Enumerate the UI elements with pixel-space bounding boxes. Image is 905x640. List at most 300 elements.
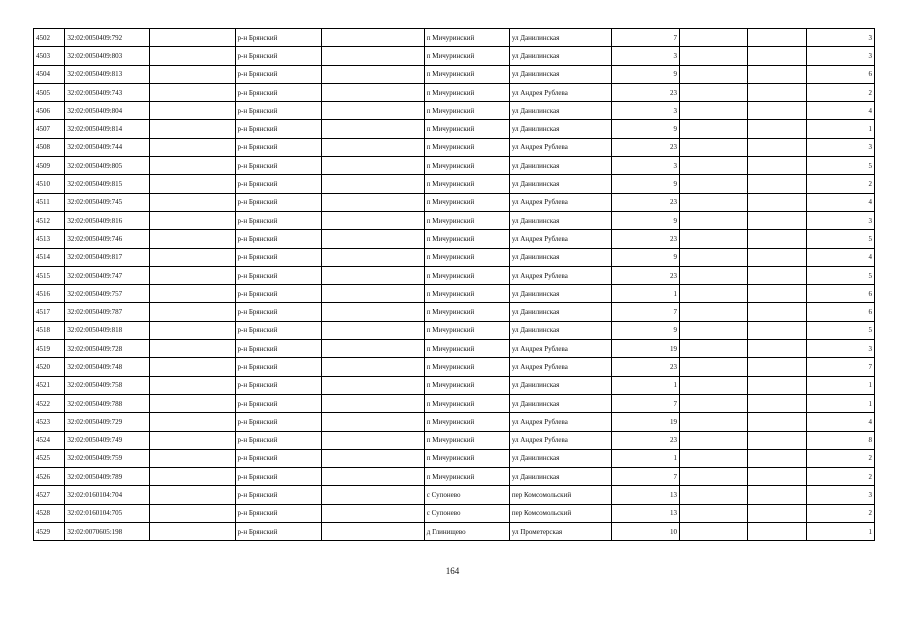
cell-empty [321, 358, 424, 376]
cell-cadastral-number: 32:02:0070605:198 [65, 523, 150, 541]
cell-cadastral-number: 32:02:0050409:744 [65, 138, 150, 156]
cell-street: ул Данилинская [509, 157, 611, 175]
cell-cadastral-number: 32:02:0050409:745 [65, 193, 150, 211]
cell-street: ул Данилинская [509, 120, 611, 138]
cell-cadastral-number: 32:02:0050409:747 [65, 266, 150, 284]
cell-row-number: 4508 [34, 138, 65, 156]
cell-apartment-number: 5 [806, 157, 874, 175]
cell-settlement: п Мичуринский [424, 211, 509, 229]
cell-empty [150, 303, 235, 321]
cell-street: ул Данилинская [509, 468, 611, 486]
cell-street: ул Данилинская [509, 449, 611, 467]
cell-empty [321, 47, 424, 65]
cell-house-number: 9 [611, 120, 679, 138]
cell-settlement: п Мичуринский [424, 266, 509, 284]
cell-empty [748, 47, 806, 65]
cell-row-number: 4507 [34, 120, 65, 138]
cell-empty [321, 102, 424, 120]
cell-empty [680, 376, 748, 394]
cell-settlement: п Мичуринский [424, 413, 509, 431]
cell-house-number: 7 [611, 468, 679, 486]
cell-empty [321, 504, 424, 522]
cell-cadastral-number: 32:02:0050409:788 [65, 394, 150, 412]
cell-district: р-н Брянский [235, 175, 321, 193]
cell-empty [321, 394, 424, 412]
cell-cadastral-number: 32:02:0050409:792 [65, 29, 150, 47]
cell-cadastral-number: 32:02:0050409:789 [65, 468, 150, 486]
cell-cadastral-number: 32:02:0050409:746 [65, 230, 150, 248]
cell-empty [321, 138, 424, 156]
cell-empty [680, 394, 748, 412]
table-row [34, 65, 875, 83]
cell-settlement: п Мичуринский [424, 193, 509, 211]
cell-empty [150, 248, 235, 266]
cell-row-number: 4525 [34, 449, 65, 467]
cell-settlement: п Мичуринский [424, 321, 509, 339]
cell-empty [748, 468, 806, 486]
cell-apartment-number: 2 [806, 504, 874, 522]
page-number: 164 [445, 566, 460, 576]
table-row [34, 394, 875, 412]
cell-settlement: п Мичуринский [424, 394, 509, 412]
cell-empty [748, 486, 806, 504]
cell-district: р-н Брянский [235, 193, 321, 211]
cell-house-number: 19 [611, 340, 679, 358]
cell-district: р-н Брянский [235, 340, 321, 358]
cell-street: ул Данилинская [509, 285, 611, 303]
cell-apartment-number: 3 [806, 47, 874, 65]
cell-settlement: п Мичуринский [424, 157, 509, 175]
cell-empty [150, 102, 235, 120]
cell-empty [150, 138, 235, 156]
cell-district: р-н Брянский [235, 449, 321, 467]
cell-settlement: п Мичуринский [424, 175, 509, 193]
cell-empty [150, 449, 235, 467]
cell-empty [748, 65, 806, 83]
cell-empty [150, 504, 235, 522]
cell-empty [680, 285, 748, 303]
cell-apartment-number: 1 [806, 394, 874, 412]
table-row [34, 486, 875, 504]
cell-street: ул Данилинская [509, 394, 611, 412]
cell-street: ул Андрея Рублева [509, 83, 611, 101]
cell-cadastral-number: 32:02:0050409:749 [65, 431, 150, 449]
cell-empty [321, 266, 424, 284]
cell-apartment-number: 3 [806, 29, 874, 47]
cell-empty [680, 321, 748, 339]
cell-house-number: 7 [611, 303, 679, 321]
cell-apartment-number: 3 [806, 340, 874, 358]
cell-house-number: 7 [611, 29, 679, 47]
cell-empty [680, 340, 748, 358]
cell-row-number: 4505 [34, 83, 65, 101]
cell-apartment-number: 2 [806, 468, 874, 486]
cell-cadastral-number: 32:02:0160104:704 [65, 486, 150, 504]
cell-district: р-н Брянский [235, 83, 321, 101]
cell-row-number: 4521 [34, 376, 65, 394]
cell-street: ул Андрея Рублева [509, 266, 611, 284]
cell-row-number: 4511 [34, 193, 65, 211]
cell-empty [321, 431, 424, 449]
cell-street: пер Комсомольский [509, 486, 611, 504]
cell-settlement: п Мичуринский [424, 376, 509, 394]
cell-empty [321, 523, 424, 541]
cell-empty [150, 321, 235, 339]
cell-empty [321, 83, 424, 101]
cell-district: р-н Брянский [235, 523, 321, 541]
cell-row-number: 4527 [34, 486, 65, 504]
table-row [34, 449, 875, 467]
cell-empty [150, 376, 235, 394]
cell-house-number: 1 [611, 376, 679, 394]
cell-house-number: 7 [611, 394, 679, 412]
cell-apartment-number: 5 [806, 266, 874, 284]
cell-empty [680, 468, 748, 486]
cell-empty [748, 138, 806, 156]
cell-district: р-н Брянский [235, 504, 321, 522]
cell-row-number: 4502 [34, 29, 65, 47]
cell-house-number: 10 [611, 523, 679, 541]
cell-street: ул Данилинская [509, 102, 611, 120]
cell-empty [748, 193, 806, 211]
cell-empty [150, 358, 235, 376]
cell-settlement: п Мичуринский [424, 340, 509, 358]
cell-empty [680, 65, 748, 83]
table-row [34, 83, 875, 101]
table-row [34, 358, 875, 376]
cell-settlement: п Мичуринский [424, 358, 509, 376]
cell-cadastral-number: 32:02:0050409:743 [65, 83, 150, 101]
cell-district: р-н Брянский [235, 431, 321, 449]
cell-empty [150, 175, 235, 193]
cell-empty [748, 285, 806, 303]
cell-house-number: 23 [611, 266, 679, 284]
table-row [34, 230, 875, 248]
cell-empty [680, 47, 748, 65]
cell-empty [150, 413, 235, 431]
cell-empty [680, 29, 748, 47]
cell-empty [150, 29, 235, 47]
cell-house-number: 19 [611, 413, 679, 431]
cell-district: р-н Брянский [235, 248, 321, 266]
cell-empty [321, 321, 424, 339]
cell-empty [321, 193, 424, 211]
cell-apartment-number: 5 [806, 230, 874, 248]
table-row [34, 376, 875, 394]
cell-empty [321, 157, 424, 175]
cell-empty [680, 413, 748, 431]
cell-district: р-н Брянский [235, 47, 321, 65]
cell-district: р-н Брянский [235, 413, 321, 431]
cell-cadastral-number: 32:02:0160104:705 [65, 504, 150, 522]
cell-row-number: 4523 [34, 413, 65, 431]
table-row [34, 157, 875, 175]
cell-row-number: 4513 [34, 230, 65, 248]
cell-empty [150, 157, 235, 175]
cell-street: ул Прометерская [509, 523, 611, 541]
cell-cadastral-number: 32:02:0050409:815 [65, 175, 150, 193]
cell-row-number: 4522 [34, 394, 65, 412]
cell-settlement: п Мичуринский [424, 138, 509, 156]
cell-row-number: 4506 [34, 102, 65, 120]
cell-settlement: с Супонево [424, 504, 509, 522]
register-table [33, 28, 875, 541]
cell-house-number: 13 [611, 504, 679, 522]
cell-empty [680, 230, 748, 248]
cell-apartment-number: 1 [806, 523, 874, 541]
cell-settlement: п Мичуринский [424, 230, 509, 248]
cell-empty [748, 413, 806, 431]
cell-row-number: 4512 [34, 211, 65, 229]
cell-district: р-н Брянский [235, 394, 321, 412]
table-row [34, 266, 875, 284]
cell-cadastral-number: 32:02:0050409:759 [65, 449, 150, 467]
cell-empty [150, 340, 235, 358]
cell-house-number: 3 [611, 47, 679, 65]
cell-empty [748, 83, 806, 101]
table-row [34, 340, 875, 358]
cell-cadastral-number: 32:02:0050409:748 [65, 358, 150, 376]
cell-settlement: п Мичуринский [424, 65, 509, 83]
cell-settlement: п Мичуринский [424, 248, 509, 266]
cell-house-number: 23 [611, 230, 679, 248]
table-row [34, 321, 875, 339]
cell-settlement: п Мичуринский [424, 29, 509, 47]
cell-street: ул Андрея Рублева [509, 193, 611, 211]
cell-empty [680, 211, 748, 229]
cell-cadastral-number: 32:02:0050409:728 [65, 340, 150, 358]
cell-house-number: 9 [611, 65, 679, 83]
cell-cadastral-number: 32:02:0050409:813 [65, 65, 150, 83]
cell-district: р-н Брянский [235, 486, 321, 504]
cell-empty [680, 138, 748, 156]
cell-street: ул Андрея Рублева [509, 230, 611, 248]
table-row [34, 303, 875, 321]
table-row [34, 193, 875, 211]
cell-empty [748, 102, 806, 120]
cell-settlement: п Мичуринский [424, 431, 509, 449]
cell-house-number: 3 [611, 102, 679, 120]
cell-cadastral-number: 32:02:0050409:757 [65, 285, 150, 303]
cell-empty [150, 83, 235, 101]
cell-row-number: 4514 [34, 248, 65, 266]
cell-empty [748, 120, 806, 138]
cell-row-number: 4503 [34, 47, 65, 65]
cell-empty [748, 157, 806, 175]
cell-cadastral-number: 32:02:0050409:729 [65, 413, 150, 431]
cell-apartment-number: 2 [806, 175, 874, 193]
cell-empty [748, 248, 806, 266]
table-row [34, 138, 875, 156]
cell-district: р-н Брянский [235, 29, 321, 47]
cell-apartment-number: 7 [806, 358, 874, 376]
cell-cadastral-number: 32:02:0050409:817 [65, 248, 150, 266]
cell-row-number: 4519 [34, 340, 65, 358]
cell-apartment-number: 3 [806, 211, 874, 229]
cell-row-number: 4504 [34, 65, 65, 83]
cell-empty [150, 230, 235, 248]
cell-settlement: п Мичуринский [424, 120, 509, 138]
cell-settlement: п Мичуринский [424, 468, 509, 486]
cell-cadastral-number: 32:02:0050409:805 [65, 157, 150, 175]
cell-row-number: 4510 [34, 175, 65, 193]
table-row [34, 102, 875, 120]
cell-empty [680, 358, 748, 376]
cell-street: ул Данилинская [509, 175, 611, 193]
table-row [34, 468, 875, 486]
cell-empty [748, 340, 806, 358]
cell-empty [748, 211, 806, 229]
cell-empty [150, 394, 235, 412]
cell-street: ул Данилинская [509, 248, 611, 266]
cell-row-number: 4526 [34, 468, 65, 486]
cell-settlement: п Мичуринский [424, 83, 509, 101]
cell-empty [680, 523, 748, 541]
table-row [34, 504, 875, 522]
table-row [34, 29, 875, 47]
cell-empty [680, 431, 748, 449]
cell-cadastral-number: 32:02:0050409:816 [65, 211, 150, 229]
cell-district: р-н Брянский [235, 266, 321, 284]
cell-house-number: 3 [611, 157, 679, 175]
cell-empty [748, 230, 806, 248]
cell-empty [748, 358, 806, 376]
cell-cadastral-number: 32:02:0050409:814 [65, 120, 150, 138]
cell-district: р-н Брянский [235, 468, 321, 486]
cell-district: р-н Брянский [235, 102, 321, 120]
cell-empty [321, 340, 424, 358]
cell-district: р-н Брянский [235, 120, 321, 138]
cell-street: ул Андрея Рублева [509, 413, 611, 431]
cell-empty [321, 211, 424, 229]
cell-street: ул Данилинская [509, 211, 611, 229]
table-row [34, 523, 875, 541]
cell-district: р-н Брянский [235, 138, 321, 156]
cell-empty [150, 486, 235, 504]
cell-empty [680, 504, 748, 522]
cell-street: ул Данилинская [509, 65, 611, 83]
cell-apartment-number: 5 [806, 321, 874, 339]
cell-apartment-number: 3 [806, 138, 874, 156]
cell-district: р-н Брянский [235, 303, 321, 321]
cell-empty [680, 83, 748, 101]
cell-row-number: 4509 [34, 157, 65, 175]
cell-empty [748, 431, 806, 449]
cell-house-number: 9 [611, 248, 679, 266]
cell-empty [748, 266, 806, 284]
cell-cadastral-number: 32:02:0050409:758 [65, 376, 150, 394]
cell-apartment-number: 1 [806, 120, 874, 138]
cell-empty [321, 175, 424, 193]
cell-street: ул Данилинская [509, 47, 611, 65]
cell-street: пер Комсомольский [509, 504, 611, 522]
register-table-body [34, 29, 875, 541]
table-row [34, 120, 875, 138]
cell-row-number: 4520 [34, 358, 65, 376]
cell-district: р-н Брянский [235, 65, 321, 83]
cell-empty [321, 65, 424, 83]
cell-house-number: 13 [611, 486, 679, 504]
cell-empty [321, 376, 424, 394]
table-row [34, 47, 875, 65]
cell-house-number: 23 [611, 83, 679, 101]
cell-street: ул Данилинская [509, 321, 611, 339]
cell-empty [321, 248, 424, 266]
cell-empty [150, 193, 235, 211]
cell-empty [150, 266, 235, 284]
cell-apartment-number: 1 [806, 376, 874, 394]
cell-district: р-н Брянский [235, 285, 321, 303]
cell-row-number: 4515 [34, 266, 65, 284]
cell-empty [748, 449, 806, 467]
cell-street: ул Данилинская [509, 303, 611, 321]
cell-empty [748, 376, 806, 394]
cell-house-number: 9 [611, 321, 679, 339]
cell-apartment-number: 2 [806, 83, 874, 101]
cell-empty [680, 102, 748, 120]
cell-apartment-number: 6 [806, 285, 874, 303]
cell-district: р-н Брянский [235, 230, 321, 248]
cell-empty [748, 175, 806, 193]
cell-house-number: 1 [611, 285, 679, 303]
cell-empty [680, 193, 748, 211]
cell-street: ул Андрея Рублева [509, 340, 611, 358]
table-row [34, 211, 875, 229]
cell-settlement: с Супонево [424, 486, 509, 504]
cell-house-number: 9 [611, 211, 679, 229]
cell-settlement: д Глинищево [424, 523, 509, 541]
cell-district: р-н Брянский [235, 358, 321, 376]
cell-apartment-number: 4 [806, 102, 874, 120]
cell-cadastral-number: 32:02:0050409:803 [65, 47, 150, 65]
cell-cadastral-number: 32:02:0050409:787 [65, 303, 150, 321]
cell-empty [150, 211, 235, 229]
cell-house-number: 23 [611, 138, 679, 156]
cell-settlement: п Мичуринский [424, 285, 509, 303]
cell-row-number: 4528 [34, 504, 65, 522]
cell-settlement: п Мичуринский [424, 449, 509, 467]
cell-empty [150, 65, 235, 83]
cell-empty [680, 449, 748, 467]
cell-empty [680, 248, 748, 266]
cell-empty [150, 431, 235, 449]
cell-apartment-number: 3 [806, 486, 874, 504]
cell-empty [321, 449, 424, 467]
table-row [34, 431, 875, 449]
cell-cadastral-number: 32:02:0050409:804 [65, 102, 150, 120]
cell-house-number: 23 [611, 358, 679, 376]
cell-row-number: 4516 [34, 285, 65, 303]
cell-empty [321, 230, 424, 248]
cell-empty [680, 486, 748, 504]
cell-house-number: 1 [611, 449, 679, 467]
cell-empty [150, 523, 235, 541]
cell-empty [680, 157, 748, 175]
cell-street: ул Андрея Рублева [509, 358, 611, 376]
cell-apartment-number: 6 [806, 65, 874, 83]
cell-empty [321, 413, 424, 431]
cell-empty [321, 120, 424, 138]
cell-empty [150, 285, 235, 303]
cell-empty [321, 468, 424, 486]
cell-street: ул Данилинская [509, 376, 611, 394]
table-row [34, 285, 875, 303]
cell-district: р-н Брянский [235, 321, 321, 339]
cell-row-number: 4529 [34, 523, 65, 541]
cell-settlement: п Мичуринский [424, 47, 509, 65]
cell-district: р-н Брянский [235, 211, 321, 229]
table-row [34, 175, 875, 193]
